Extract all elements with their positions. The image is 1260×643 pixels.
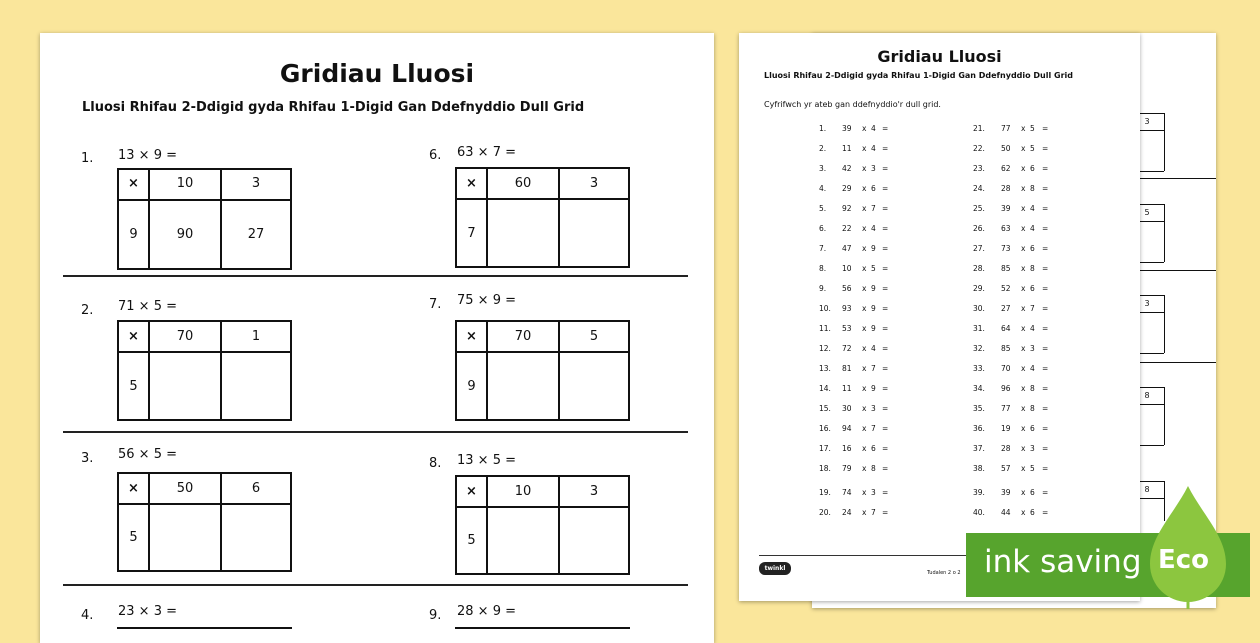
first-factor: 44 <box>1001 508 1011 517</box>
operator: x <box>862 244 867 253</box>
first-factor: 42 <box>842 164 852 173</box>
first-factor: 81 <box>842 364 852 373</box>
equals-sign: = <box>1042 324 1049 333</box>
first-factor: 39 <box>842 124 852 133</box>
first-factor: 24 <box>842 508 852 517</box>
second-factor: 9 <box>871 284 876 293</box>
grid-value: 8 <box>1144 485 1150 494</box>
operator: x <box>1021 284 1026 293</box>
equals-sign: = <box>1042 204 1049 213</box>
page-footer: Tudalen 2 o 2 <box>927 570 961 576</box>
question-number: 35. <box>973 404 985 413</box>
question-expression: 56 × 5 = <box>118 447 177 462</box>
multiplication-grid <box>455 167 630 268</box>
first-factor: 57 <box>1001 464 1011 473</box>
equals-sign: = <box>882 384 889 393</box>
question-expression: 75 × 9 = <box>457 293 516 308</box>
operator: x <box>1021 404 1026 413</box>
second-factor: 9 <box>871 324 876 333</box>
question-number: 7. <box>429 297 442 312</box>
first-factor: 93 <box>842 304 852 313</box>
second-factor: 5 <box>871 264 876 273</box>
equals-sign: = <box>882 224 889 233</box>
operator: x <box>862 144 867 153</box>
second-factor: 5 <box>1030 144 1035 153</box>
first-factor: 19 <box>1001 424 1011 433</box>
operator: x <box>1021 444 1026 453</box>
grid-multiplier: 5 <box>129 379 138 394</box>
operator: x <box>1021 464 1026 473</box>
equals-sign: = <box>1042 264 1049 273</box>
ink-saving-label: ink saving <box>984 544 1142 580</box>
question-number: 13. <box>819 364 831 373</box>
equals-sign: = <box>882 164 889 173</box>
first-factor: 28 <box>1001 184 1011 193</box>
equals-sign: = <box>882 424 889 433</box>
second-factor: 4 <box>871 124 876 133</box>
question-number: 17. <box>819 444 831 453</box>
equals-sign: = <box>882 204 889 213</box>
question-number: 5. <box>819 204 827 213</box>
question-number: 21. <box>973 124 985 133</box>
question-number: 31. <box>973 324 985 333</box>
grid-value: 3 <box>1144 299 1150 308</box>
operator: x <box>862 508 867 517</box>
operator: x <box>862 344 867 353</box>
question-expression: 28 × 9 = <box>457 604 516 619</box>
question-number: 9. <box>819 284 827 293</box>
times-symbol: × <box>128 329 139 344</box>
second-factor: 3 <box>871 404 876 413</box>
second-factor: 4 <box>871 224 876 233</box>
divider <box>63 431 688 433</box>
second-factor: 3 <box>1030 344 1035 353</box>
question-number: 1. <box>81 151 94 166</box>
operator: x <box>862 164 867 173</box>
second-factor: 6 <box>1030 244 1035 253</box>
question-number: 24. <box>973 184 985 193</box>
page-subtitle: Lluosi Rhifau 2-Ddigid gyda Rhifau 1-Digid Gan Ddefnyddio Dull Grid <box>764 71 1074 80</box>
times-symbol: × <box>466 484 477 499</box>
grid-ones: 1 <box>251 329 261 344</box>
operator: x <box>862 124 867 133</box>
equals-sign: = <box>882 508 889 517</box>
divider <box>63 584 688 586</box>
divider <box>63 275 688 277</box>
second-factor: 7 <box>871 508 876 517</box>
question-expression: 13 × 9 = <box>118 148 177 163</box>
times-symbol: × <box>466 176 477 191</box>
question-number: 6. <box>429 148 442 163</box>
first-factor: 56 <box>842 284 852 293</box>
second-factor: 4 <box>1030 224 1035 233</box>
grid-ones: 5 <box>589 329 599 344</box>
question-number: 8. <box>429 456 442 471</box>
equals-sign: = <box>1042 144 1049 153</box>
first-factor: 11 <box>842 384 852 393</box>
grid-multiplier: 5 <box>129 530 138 545</box>
equals-sign: = <box>882 464 889 473</box>
first-factor: 28 <box>1001 444 1011 453</box>
question-number: 36. <box>973 424 985 433</box>
equals-sign: = <box>1042 164 1049 173</box>
operator: x <box>1021 508 1026 517</box>
question-number: 25. <box>973 204 985 213</box>
operator: x <box>862 444 867 453</box>
grid-value: 3 <box>1144 117 1150 126</box>
question-number: 1. <box>819 124 827 133</box>
page-subtitle: Lluosi Rhifau 2-Ddigid gyda Rhifau 1-Digid Gan Ddefnyddio Dull Grid <box>82 100 585 115</box>
operator: x <box>862 384 867 393</box>
first-factor: 10 <box>842 264 852 273</box>
equals-sign: = <box>1042 364 1049 373</box>
equals-sign: = <box>1042 384 1049 393</box>
question-number: 6. <box>819 224 827 233</box>
operator: x <box>1021 304 1026 313</box>
question-number: 22. <box>973 144 985 153</box>
operator: x <box>1021 204 1026 213</box>
grid-tens: 70 <box>176 329 194 344</box>
equals-sign: = <box>882 324 889 333</box>
equals-sign: = <box>1042 444 1049 453</box>
second-factor: 7 <box>871 204 876 213</box>
equals-sign: = <box>1042 224 1049 233</box>
question-number: 9. <box>429 608 442 623</box>
question-number: 15. <box>819 404 831 413</box>
operator: x <box>1021 184 1026 193</box>
second-factor: 8 <box>1030 404 1035 413</box>
operator: x <box>1021 344 1026 353</box>
operator: x <box>1021 164 1026 173</box>
second-factor: 7 <box>871 364 876 373</box>
operator: x <box>1021 324 1026 333</box>
question-number: 11. <box>819 324 831 333</box>
grid-multiplier: 7 <box>467 226 476 241</box>
grid-tens: 70 <box>514 329 532 344</box>
equals-sign: = <box>882 264 889 273</box>
operator: x <box>1021 144 1026 153</box>
second-factor: 4 <box>871 344 876 353</box>
second-factor: 7 <box>1030 304 1035 313</box>
question-number: 39. <box>973 488 985 497</box>
grid-ones: 3 <box>251 176 261 191</box>
equals-sign: = <box>1042 464 1049 473</box>
second-factor: 9 <box>871 304 876 313</box>
equals-sign: = <box>882 488 889 497</box>
first-factor: 16 <box>842 444 852 453</box>
question-number: 8. <box>819 264 827 273</box>
grid-product-ones: 27 <box>247 227 265 242</box>
first-factor: 79 <box>842 464 852 473</box>
question-number: 18. <box>819 464 831 473</box>
first-factor: 64 <box>1001 324 1011 333</box>
grid-product-tens: 90 <box>176 227 194 242</box>
question-number: 3. <box>819 164 827 173</box>
first-factor: 53 <box>842 324 852 333</box>
operator: x <box>1021 124 1026 133</box>
operator: x <box>862 224 867 233</box>
multiplication-grid <box>455 320 630 421</box>
multiplication-grid <box>455 475 630 575</box>
question-number: 2. <box>81 303 94 318</box>
equals-sign: = <box>882 304 889 313</box>
question-number: 29. <box>973 284 985 293</box>
question-number: 2. <box>819 144 827 153</box>
equals-sign: = <box>882 284 889 293</box>
grid-multiplier: 5 <box>467 533 476 548</box>
instructions: Cyfrifwch yr ateb gan ddefnyddio'r dull grid. <box>764 100 941 109</box>
equals-sign: = <box>882 244 889 253</box>
multiplication-grid <box>117 472 292 572</box>
first-factor: 47 <box>842 244 852 253</box>
first-factor: 39 <box>1001 204 1011 213</box>
question-number: 33. <box>973 364 985 373</box>
grid-ones: 3 <box>589 176 599 191</box>
worksheet-page-2 <box>739 33 1140 601</box>
operator: x <box>862 364 867 373</box>
second-factor: 6 <box>871 444 876 453</box>
equals-sign: = <box>882 124 889 133</box>
second-factor: 6 <box>1030 508 1035 517</box>
page-title: Gridiau Lluosi <box>279 59 475 88</box>
equals-sign: = <box>882 404 889 413</box>
question-number: 32. <box>973 344 985 353</box>
equals-sign: = <box>882 184 889 193</box>
question-number: 27. <box>973 244 985 253</box>
question-number: 4. <box>819 184 827 193</box>
first-factor: 22 <box>842 224 852 233</box>
first-factor: 39 <box>1001 488 1011 497</box>
first-factor: 63 <box>1001 224 1011 233</box>
first-factor: 52 <box>1001 284 1011 293</box>
first-factor: 77 <box>1001 404 1011 413</box>
operator: x <box>862 488 867 497</box>
equals-sign: = <box>1042 344 1049 353</box>
first-factor: 96 <box>1001 384 1011 393</box>
operator: x <box>862 184 867 193</box>
operator: x <box>862 404 867 413</box>
question-number: 23. <box>973 164 985 173</box>
question-number: 12. <box>819 344 831 353</box>
first-factor: 27 <box>1001 304 1011 313</box>
second-factor: 5 <box>1030 464 1035 473</box>
operator: x <box>1021 364 1026 373</box>
second-factor: 4 <box>871 144 876 153</box>
question-number: 3. <box>81 451 94 466</box>
question-number: 7. <box>819 244 827 253</box>
question-number: 4. <box>81 608 94 623</box>
second-factor: 6 <box>1030 284 1035 293</box>
grid-value: 8 <box>1144 391 1150 400</box>
twinkl-logo: twinkl <box>759 562 791 575</box>
question-number: 38. <box>973 464 985 473</box>
second-factor: 8 <box>1030 384 1035 393</box>
grid-ones: 3 <box>589 484 599 499</box>
equals-sign: = <box>882 444 889 453</box>
second-factor: 6 <box>1030 424 1035 433</box>
grid-value: 5 <box>1144 208 1150 217</box>
question-number: 20. <box>819 508 831 517</box>
equals-sign: = <box>1042 284 1049 293</box>
second-factor: 9 <box>871 244 876 253</box>
equals-sign: = <box>1042 488 1049 497</box>
times-symbol: × <box>128 176 139 191</box>
question-number: 34. <box>973 384 985 393</box>
first-factor: 85 <box>1001 344 1011 353</box>
equals-sign: = <box>1042 184 1049 193</box>
operator: x <box>862 284 867 293</box>
question-expression: 71 × 5 = <box>118 299 177 314</box>
question-number: 40. <box>973 508 985 517</box>
eco-label: Eco <box>1158 545 1210 575</box>
operator: x <box>862 324 867 333</box>
times-symbol: × <box>128 481 139 496</box>
first-factor: 70 <box>1001 364 1011 373</box>
operator: x <box>1021 488 1026 497</box>
second-factor: 8 <box>1030 184 1035 193</box>
operator: x <box>862 204 867 213</box>
question-number: 30. <box>973 304 985 313</box>
page-title: Gridiau Lluosi <box>877 47 1002 66</box>
second-factor: 5 <box>1030 124 1035 133</box>
first-factor: 11 <box>842 144 852 153</box>
operator: x <box>1021 224 1026 233</box>
multiplication-grid <box>117 320 292 421</box>
question-number: 37. <box>973 444 985 453</box>
second-factor: 9 <box>871 384 876 393</box>
first-factor: 77 <box>1001 124 1011 133</box>
second-factor: 6 <box>1030 488 1035 497</box>
equals-sign: = <box>1042 404 1049 413</box>
first-factor: 92 <box>842 204 852 213</box>
second-factor: 8 <box>871 464 876 473</box>
first-factor: 73 <box>1001 244 1011 253</box>
grid-tens: 10 <box>176 176 194 191</box>
first-factor: 29 <box>842 184 852 193</box>
equals-sign: = <box>882 144 889 153</box>
first-factor: 62 <box>1001 164 1011 173</box>
grid-tens: 50 <box>176 481 194 496</box>
first-factor: 94 <box>842 424 852 433</box>
second-factor: 7 <box>871 424 876 433</box>
first-factor: 30 <box>842 404 852 413</box>
second-factor: 6 <box>1030 164 1035 173</box>
equals-sign: = <box>1042 508 1049 517</box>
second-factor: 6 <box>871 184 876 193</box>
second-factor: 3 <box>1030 444 1035 453</box>
question-expression: 13 × 5 = <box>457 453 516 468</box>
grid-multiplier: 9 <box>467 379 476 394</box>
equals-sign: = <box>1042 304 1049 313</box>
grid-tens: 10 <box>514 484 532 499</box>
second-factor: 4 <box>1030 364 1035 373</box>
operator: x <box>862 464 867 473</box>
question-number: 19. <box>819 488 831 497</box>
first-factor: 72 <box>842 344 852 353</box>
question-expression: 63 × 7 = <box>457 145 516 160</box>
operator: x <box>1021 264 1026 273</box>
equals-sign: = <box>1042 124 1049 133</box>
question-number: 14. <box>819 384 831 393</box>
operator: x <box>1021 384 1026 393</box>
grid-tens: 60 <box>514 176 532 191</box>
question-expression: 23 × 3 = <box>118 604 177 619</box>
second-factor: 3 <box>871 488 876 497</box>
times-symbol: × <box>466 329 477 344</box>
multiplication-grid <box>117 168 292 270</box>
equals-sign: = <box>1042 244 1049 253</box>
question-number: 16. <box>819 424 831 433</box>
second-factor: 4 <box>1030 204 1035 213</box>
equals-sign: = <box>1042 424 1049 433</box>
operator: x <box>862 264 867 273</box>
grid-ones: 6 <box>251 481 261 496</box>
second-factor: 8 <box>1030 264 1035 273</box>
question-number: 28. <box>973 264 985 273</box>
question-number: 26. <box>973 224 985 233</box>
equals-sign: = <box>882 364 889 373</box>
first-factor: 50 <box>1001 144 1011 153</box>
operator: x <box>862 424 867 433</box>
operator: x <box>1021 244 1026 253</box>
first-factor: 85 <box>1001 264 1011 273</box>
worksheet-page-1 <box>40 33 714 643</box>
operator: x <box>1021 424 1026 433</box>
question-number: 10. <box>819 304 831 313</box>
equals-sign: = <box>882 344 889 353</box>
second-factor: 3 <box>871 164 876 173</box>
operator: x <box>862 304 867 313</box>
second-factor: 4 <box>1030 324 1035 333</box>
grid-multiplier: 9 <box>129 227 138 242</box>
first-factor: 74 <box>842 488 852 497</box>
